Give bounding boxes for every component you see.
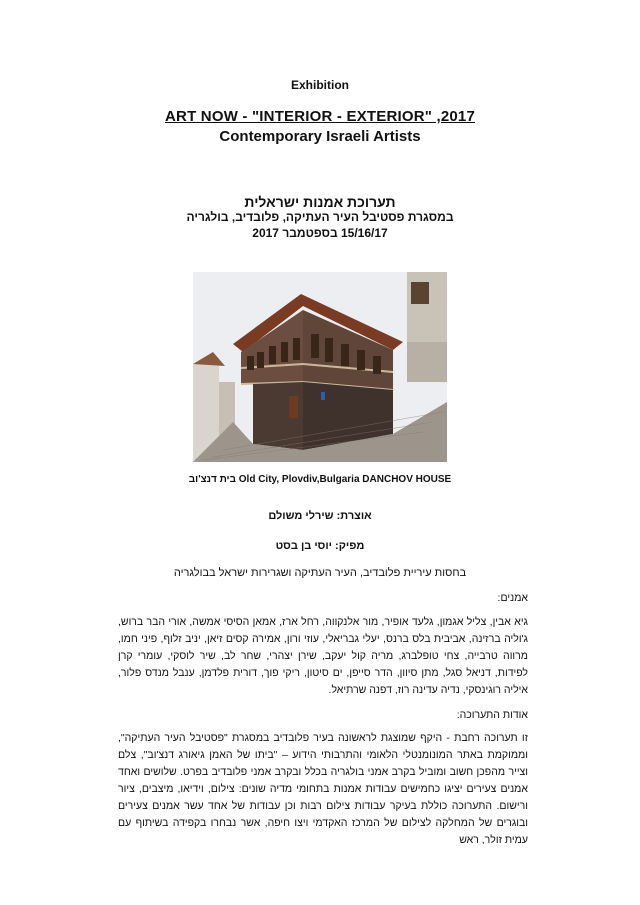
danchov-house-photo [193,272,447,462]
document-kicker: Exhibition [291,78,349,92]
exhibition-title: ART NOW - "INTERIOR - EXTERIOR" ,2017 [165,108,475,125]
artists-list: גיא אבין, צליל אגמון, גלעד אופיר, מור אלנקווה, רחל ארז, אמאן הסיסי אמשה, אורי הבר ברוש, ג'וליה ברזינה, אביבית בלס ברנס, יעלי גבריאלי, עוזי ורון, אמירה קסים זיאן, יניב זלוף, פיני חמו, מרווה טרבייה, צחי טופלברג, מריה קול יעקב, שירן יצהרי, שחר לב, שיר לוסקי, עומרי קרן לפידות, דניאל סגל, מתן סיוון, הדר סייפן, ים סיטון, ריקי פוך, דורית פלדמן, ענבל מנדס פלור, איליה רוגינסקי, נדיה עדינה רוז, דפנה שרתיאל. [118,616,528,696]
exhibition-subtitle: Contemporary Israeli Artists [219,128,421,145]
about-paragraph: זו תערוכה רחבת - היקף שמוצגת לראשונה בעיר פלובדיב במסגרת "פסטיבל העיר העתיקה", וממוקמת באתר המונומנטלי הלאומי והתרבותי הידוע – "ביתו של האמן גיאורג דנצ'וב", צלם וצייר מהפכן חשוב ומוביל בקרב אמני בולגריה בכלל ובקרב אמני פלובדיב בפרט. שלושים ואחד אמנים צעירים יציגו כחמישים עבודות אמנות בתחומי מדיה שונים: צילום, וידיאו, מיצבים, ציור ורישום. התערוכה כוללת בעיקר עבודות צילום רבות וכן עבודות של אחד עשר אמנים צעירים ובוגרים של המחלקה לצילום של המרכז האקדמי ויצו חיפה, אשר נבחרו בקפידה בשיתוף עם עמית זולר, ראש [118,732,528,846]
hebrew-title: תערוכת אמנות ישראלית [244,194,396,210]
producer-credit: מפיק: יוסי בן בסט [275,540,365,552]
hebrew-date-line: 15/16/17 בספטמבר 2017 [252,226,388,240]
photo-caption: בית דנצ'וב Old City, Plovdiv,Bulgaria DANCHOV HOUSE [188,474,452,485]
sponsorship-line: בחסות עיריית פלובדיב, העיר העתיקה ושגרירות ישראל בבולגריה [173,567,467,579]
curator-credit: אוצרת: שירלי משולם [268,510,372,522]
about-heading: אודות התערוכה: [456,709,528,721]
hebrew-context-line: במסגרת פסטיבל העיר העתיקה, פלובדיב, בולגריה [186,210,454,224]
artists-heading: אמנים: [497,592,528,604]
